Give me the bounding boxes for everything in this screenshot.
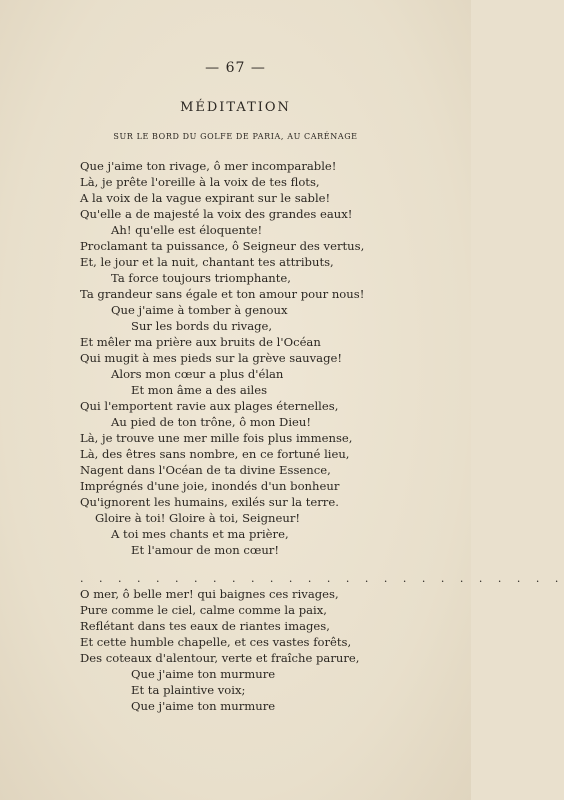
verse-line: Et mon âme a des ailes: [131, 383, 268, 397]
verse-line: Ta force toujours triomphante,: [111, 271, 291, 285]
verse-line: Ah! qu'elle est éloquente!: [111, 223, 263, 237]
verse-line: Que j'aime à tomber à genoux: [111, 303, 288, 317]
verse-line: Proclamant ta puissance, ô Seigneur des vertus,: [80, 239, 365, 253]
verse-line: Qu'ignorent les humains, exilés sur la terre.: [80, 495, 339, 509]
poem-subtitle: SUR LE BORD DU GOLFE DE PARIA, AU CARÉNAGE: [113, 132, 358, 141]
verse-line: Nagent dans l'Océan de ta divine Essence,: [80, 463, 331, 477]
verse-line: A toi mes chants et ma prière,: [111, 527, 289, 541]
stanza-separator: . . . . . . . . . . . . . . . . . . . . . . . . . .: [80, 572, 564, 585]
verse-line: Et ta plaintive voix;: [131, 683, 246, 697]
verse-line: Au pied de ton trône, ô mon Dieu!: [111, 415, 312, 429]
verse-line: Et mêler ma prière aux bruits de l'Océan: [80, 335, 321, 349]
verse-line: A la voix de la vague expirant sur le sable!: [80, 191, 331, 205]
page-number: — 67 —: [205, 60, 266, 76]
verse-line: Là, je trouve une mer mille fois plus immense,: [80, 431, 353, 445]
verse-line: Et l'amour de mon cœur!: [131, 543, 280, 557]
verse-line: Là, des êtres sans nombre, en ce fortuné lieu,: [80, 447, 350, 461]
poem-body: [0, 150, 564, 720]
verse-line: Sur les bords du rivage,: [131, 319, 273, 333]
verse-line: Qui l'emportent ravie aux plages éternelles,: [80, 399, 339, 413]
verse-line: Que j'aime ton murmure: [131, 699, 276, 713]
verse-line: Reflétant dans tes eaux de riantes images,: [80, 619, 330, 633]
verse-line: Et cette humble chapelle, et ces vastes forêts,: [80, 635, 352, 649]
verse-line: Que j'aime ton murmure: [131, 667, 276, 681]
verse-line: Alors mon cœur a plus d'élan: [111, 367, 284, 381]
verse-line: Pure comme le ciel, calme comme la paix,: [80, 603, 327, 617]
verse-line: Qu'elle a de majesté la voix des grandes eaux!: [80, 207, 353, 221]
verse-line: Ta grandeur sans égale et ton amour pour nous!: [80, 287, 365, 301]
verse-line: Que j'aime ton rivage, ô mer incomparable!: [80, 159, 337, 173]
verse-line: Et, le jour et la nuit, chantant tes attributs,: [80, 255, 334, 269]
verse-line: Imprégnés d'une joie, inondés d'un bonheur: [80, 479, 340, 493]
verse-line: Gloire à toi! Gloire à toi, Seigneur!: [95, 511, 301, 525]
verse-line: Là, je prête l'oreille à la voix de tes flots,: [80, 175, 320, 189]
verse-line: Des coteaux d'alentour, verte et fraîche parure,: [80, 651, 360, 665]
verse-line: Qui mugit à mes pieds sur la grève sauvage!: [80, 351, 343, 365]
poem-title: MÉDITATION: [180, 100, 291, 115]
verse-line: O mer, ô belle mer! qui baignes ces rivages,: [80, 587, 339, 601]
